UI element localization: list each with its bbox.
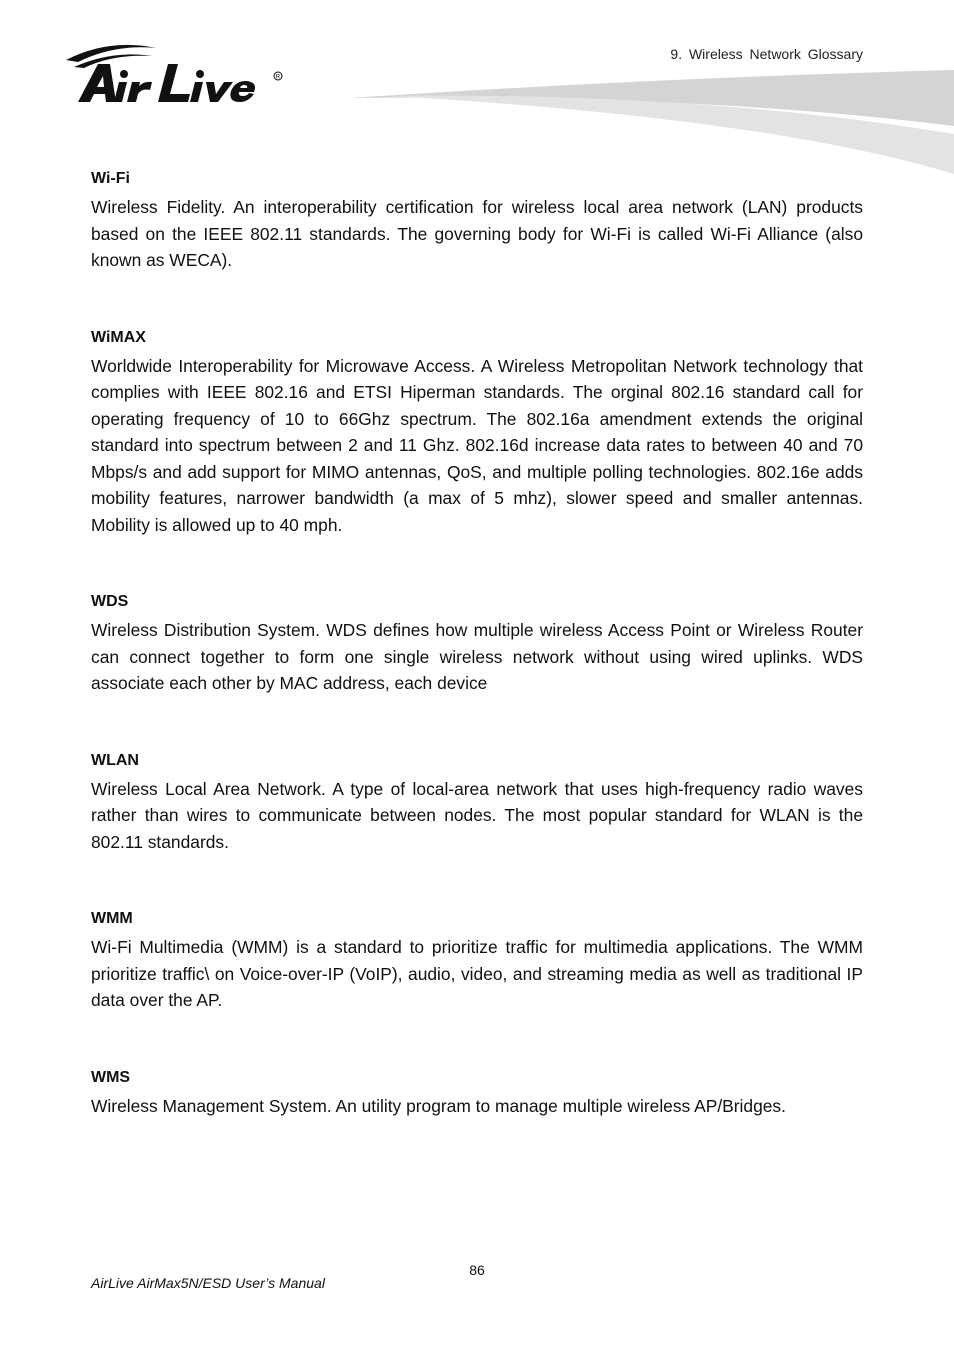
glossary-term: Wi-Fi xyxy=(91,170,130,187)
glossary-entry-wms xyxy=(91,1067,863,1120)
glossary-term: WLAN xyxy=(91,751,139,769)
glossary-entry-wifi xyxy=(91,168,863,274)
glossary-entry-wmm xyxy=(91,908,863,1014)
glossary-definition: Wireless Management System. An utility program to manage multiple wireless AP/Bridges. xyxy=(91,1095,786,1116)
glossary-term: WDS xyxy=(91,593,129,610)
glossary-term: WMS xyxy=(91,1068,131,1086)
glossary-definition: Wireless Local Area Network. A type of local-area network that uses high-frequency radio waves rather than wires to communicate between nodes. The most popular standard for WLAN is the 802.11 standards. xyxy=(91,778,863,852)
glossary-content xyxy=(91,168,863,1172)
glossary-definition: Wireless Distribution System. WDS defines how multiple wireless Access Point or Wireless Router can connect together to form one single wireless network without using wired uplinks. WDS associate each other by MAC address, each device xyxy=(91,620,863,693)
chapter-title: 9. Wireless Network Glossary xyxy=(670,46,863,62)
glossary-definition: Worldwide Interoperability for Microwave Access. A Wireless Metropolitan Network technology that complies with IEEE 802.16 and ETSI Hiperman standards. The orginal 802.16 standard call for operating frequency of 10 to 66Ghz spectrum. The 802.16a amendment extends the original standard into spectrum between 2 and 11 Ghz. 802.16d increase data rates to between 40 and 70 Mbps/s and add support for MIMO antennas, QoS, and multiple polling technologies. 802.16e adds mobility features, narrower bandwidth (a max of 5 mhz), slower speed and smaller antennas. Mobility is allowed up to 40 mph. xyxy=(91,355,863,535)
page-number: 86 xyxy=(469,1262,485,1278)
svg-text:R: R xyxy=(275,74,281,81)
airlive-logo xyxy=(64,40,294,110)
glossary-entry-wimax xyxy=(91,327,863,539)
glossary-entry-wlan xyxy=(91,750,863,856)
glossary-definition: Wi-Fi Multimedia (WMM) is a standard to prioritize traffic for multimedia applications. The WMM prioritize traffic\ on Voice-over-IP (VoIP), audio, video, and streaming media as well as traditional IP data over the AP. xyxy=(91,937,863,1010)
manual-title: AirLive AirMax5N/ESD User’s Manual xyxy=(91,1275,325,1291)
glossary-term: WMM xyxy=(91,910,133,927)
glossary-term: WiMAX xyxy=(91,328,146,346)
glossary-entry-wds xyxy=(91,591,863,697)
glossary-definition: Wireless Fidelity. An interoperability certification for wireless local area network (LAN) products based on the IEEE 802.11 standards. The governing body for Wi-Fi is called Wi-Fi Alliance (also known as WECA). xyxy=(91,197,863,270)
header-swoosh-decoration xyxy=(350,66,954,178)
